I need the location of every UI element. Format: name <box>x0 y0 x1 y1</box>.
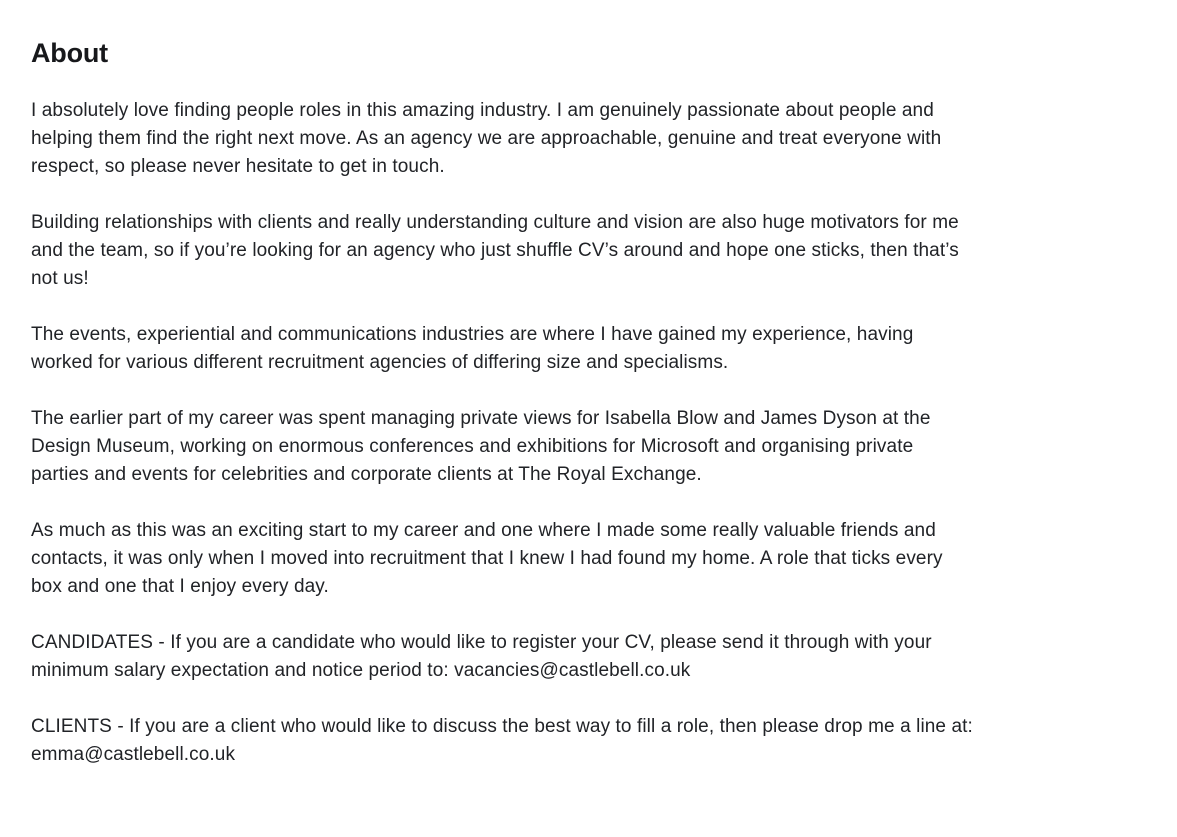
text-line: minimum salary expectation and notice period to: vacancies@castlebell.co.uk <box>31 660 691 681</box>
paragraph <box>31 321 1147 377</box>
text-line: helping them find the right next move. As an agency we are approachable, genuine and treat everyone with <box>31 128 942 149</box>
paragraph <box>31 405 1147 489</box>
text-line: The events, experiential and communications industries are where I have gained my experience, having <box>31 324 914 345</box>
text-line: contacts, it was only when I moved into recruitment that I knew I had found my home. A role that ticks every <box>31 548 943 569</box>
text-line: As much as this was an exciting start to my career and one where I made some really valuable friends and <box>31 520 936 541</box>
text-line: and the team, so if you’re looking for an agency who just shuffle CV’s around and hope one sticks, then that’s <box>31 240 959 261</box>
text-line: worked for various different recruitment agencies of differing size and specialisms. <box>31 352 729 373</box>
text-line: The earlier part of my career was spent managing private views for Isabella Blow and James Dyson at the <box>31 408 931 429</box>
paragraph <box>31 713 1147 769</box>
text-line: parties and events for celebrities and corporate clients at The Royal Exchange. <box>31 464 702 485</box>
text-line: respect, so please never hesitate to get in touch. <box>31 156 445 177</box>
text-line: CLIENTS - If you are a client who would like to discuss the best way to fill a role, then please drop me a line at: <box>31 716 973 737</box>
text-line: Building relationships with clients and really understanding culture and vision are also huge motivators for me <box>31 212 959 233</box>
text-line: not us! <box>31 268 89 289</box>
paragraph <box>31 517 1147 601</box>
text-line: emma@castlebell.co.uk <box>31 744 236 765</box>
text-line: Design Museum, working on enormous conferences and exhibitions for Microsoft and organising private <box>31 436 914 457</box>
page-title: About <box>31 38 108 68</box>
paragraph <box>31 209 1147 293</box>
about-paragraphs <box>31 97 1147 769</box>
paragraph <box>31 629 1147 685</box>
paragraph <box>31 97 1147 181</box>
text-line: CANDIDATES - If you are a candidate who would like to register your CV, please send it through with your <box>31 632 932 653</box>
text-line: I absolutely love finding people roles in this amazing industry. I am genuinely passionate about people and <box>31 100 934 121</box>
text-line: box and one that I enjoy every day. <box>31 576 329 597</box>
